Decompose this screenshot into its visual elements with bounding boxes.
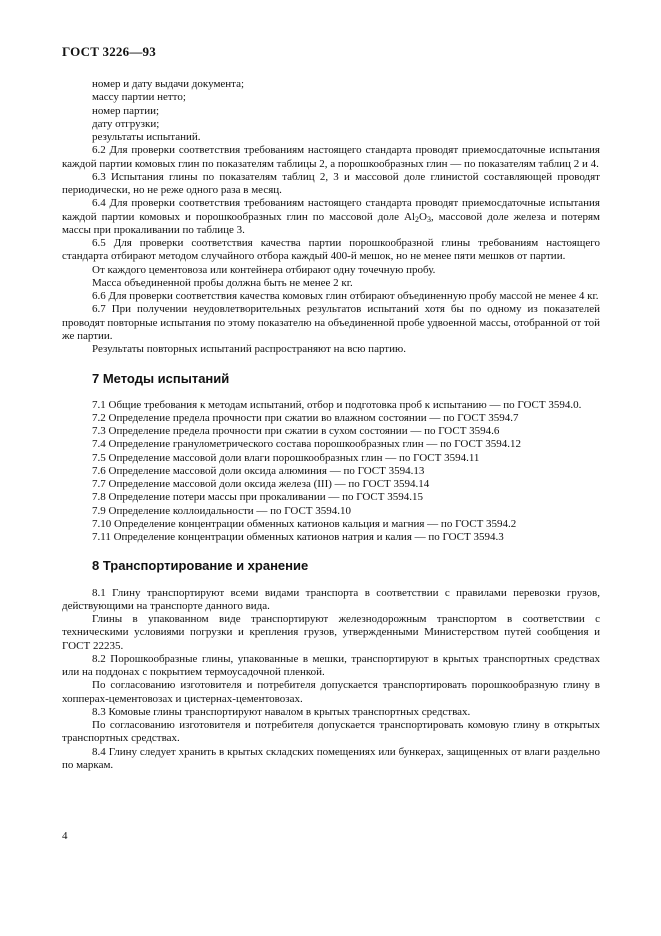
paragraph-6-4: [62, 197, 600, 237]
list-item: массу партии нетто;: [92, 91, 186, 104]
list-item: 7.4 Определение гранулометрического состава порошкообразных глин — по ГОСТ 3594.12: [92, 438, 522, 451]
subscript: 2: [415, 214, 420, 224]
section-8-heading: 8 Транспортирование и хранение: [92, 558, 309, 574]
paragraph-8-4: 8.4 Глину следует хранить в крытых складских помещениях или бункерах, защищенных от влаги раздельно по маркам.: [62, 745, 600, 771]
paragraph-8-3-b: По согласованию изготовителя и потребителя допускается транспортировать комовую глину в открытых транспортных средствах.: [62, 719, 600, 745]
page-number: 4: [62, 830, 68, 842]
list-item: 7.9 Определение коллоидальности — по ГОСТ 3594.10: [92, 504, 352, 517]
list-item: 7.3 Определение предела прочности при сжатии в сухом состоянии — по ГОСТ 3594.6: [92, 425, 500, 437]
paragraph-8-2: 8.2 Порошкообразные глины, упакованные в мешки, транспортируют в крытых транспортных средствах или на поддонах с покрытием термоусадочной пленкой.: [62, 652, 600, 678]
paragraph-6-4-part-b: O: [419, 210, 427, 223]
paragraph-6-2: 6.2 Для проверки соответствия требованиям настоящего стандарта проводят приемосдаточные испытания каждой партии комовых глин по показателям таблицы 2, а порошкообразных глин — по показателям таблиц 2 и 4.: [62, 144, 600, 170]
paragraph-6-3: 6.3 Испытания глины по показателям таблиц 2, 3 и массовой доле глинистой составляющей проводят периодически, но не реже одного раза в месяц.: [62, 170, 600, 196]
list-item: 7.2 Определение предела прочности при сжатии во влажном состоянии — по ГОСТ 3594.7: [92, 411, 519, 424]
page-header-title: ГОСТ 3226—93: [62, 44, 156, 59]
paragraph-7-1: 7.1 Общие требования к методам испытаний, отбор и подготовка проб к испытанию — по ГОСТ 3594.0.: [92, 398, 582, 411]
list-item: номер и дату выдачи документа;: [92, 78, 245, 90]
paragraph-6-4-part-a: 6.4 Для проверки соответствия требованиям настоящего стандарта проводят приемосдаточные испытания каждой партии комовых и порошкообразных глин по массовой доле Al: [62, 197, 600, 223]
list-item: дату отгрузки;: [92, 117, 160, 130]
paragraph-6-5: 6.5 Для проверки соответствия качества партии порошкообразной глины требованиям настоящего стандарта отбирают методом случайного отбора каждый 400-й мешок, но не менее пяти мешков от партии.: [62, 237, 600, 263]
document-body: [62, 78, 600, 772]
paragraph-8-3: 8.3 Комовые глины транспортируют навалом в крытых транспортных средствах.: [92, 705, 471, 718]
list-item: 7.8 Определение потери массы при прокаливании — по ГОСТ 3594.15: [92, 491, 423, 504]
list-item: 7.10 Определение концентрации обменных катионов кальция и магния — по ГОСТ 3594.2: [92, 517, 517, 530]
paragraph-6-5-b: От каждого цементовоза или контейнера отбирают одну точечную пробу.: [92, 263, 436, 276]
paragraph-6-5-c: Масса объединенной пробы должна быть не менее 2 кг.: [92, 276, 353, 289]
section-7-heading: 7 Методы испытаний: [92, 371, 230, 387]
subscript: 3: [426, 214, 431, 224]
paragraph-6-7: 6.7 При получении неудовлетворительных результатов испытаний хотя бы по одному из показателей проводят повторные испытания по этому показателю на объединенной пробе удвоенной массы, отобранной от той же партии.: [62, 303, 600, 342]
list-item: 7.6 Определение массовой доли оксида алюминия — по ГОСТ 3594.13: [92, 464, 425, 477]
list-item: номер партии;: [92, 104, 160, 117]
paragraph-8-1: 8.1 Глину транспортируют всеми видами транспорта в соответствии с правилами перевозки грузов, действующими на транспорте данного вида.: [62, 586, 600, 612]
list-item: результаты испытаний.: [92, 131, 201, 143]
paragraph-8-1-b: Глины в упакованном виде транспортируют железнодорожным транспортом в соответствии с техническими условиями погрузки и крепления грузов, утвержденными Министерством путей сообщения и ГОСТ 22235.: [62, 613, 600, 652]
paragraph-6-4-part-c: , массовой доле железа и потерям массы при прокаливании по таблице 3.: [62, 210, 600, 236]
list-item: 7.5 Определение массовой доли влаги порошкообразных глин — по ГОСТ 3594.11: [92, 451, 480, 464]
list-item: 7.11 Определение концентрации обменных катионов натрия и калия — по ГОСТ 3594.3: [92, 531, 504, 543]
paragraph-6-6: 6.6 Для проверки соответствия качества комовых глин отбирают объединенную пробу массой не менее 4 кг.: [92, 290, 599, 302]
paragraph-6-7-b: Результаты повторных испытаний распространяют на всю партию.: [92, 343, 406, 355]
list-item: 7.7 Определение массовой доли оксида железа (III) — по ГОСТ 3594.14: [92, 478, 430, 490]
paragraph-8-2-b: По согласованию изготовителя и потребителя допускается транспортировать порошкообразную глину в хопперах-цементовозах и цистернах-цементовозах.: [62, 679, 600, 705]
